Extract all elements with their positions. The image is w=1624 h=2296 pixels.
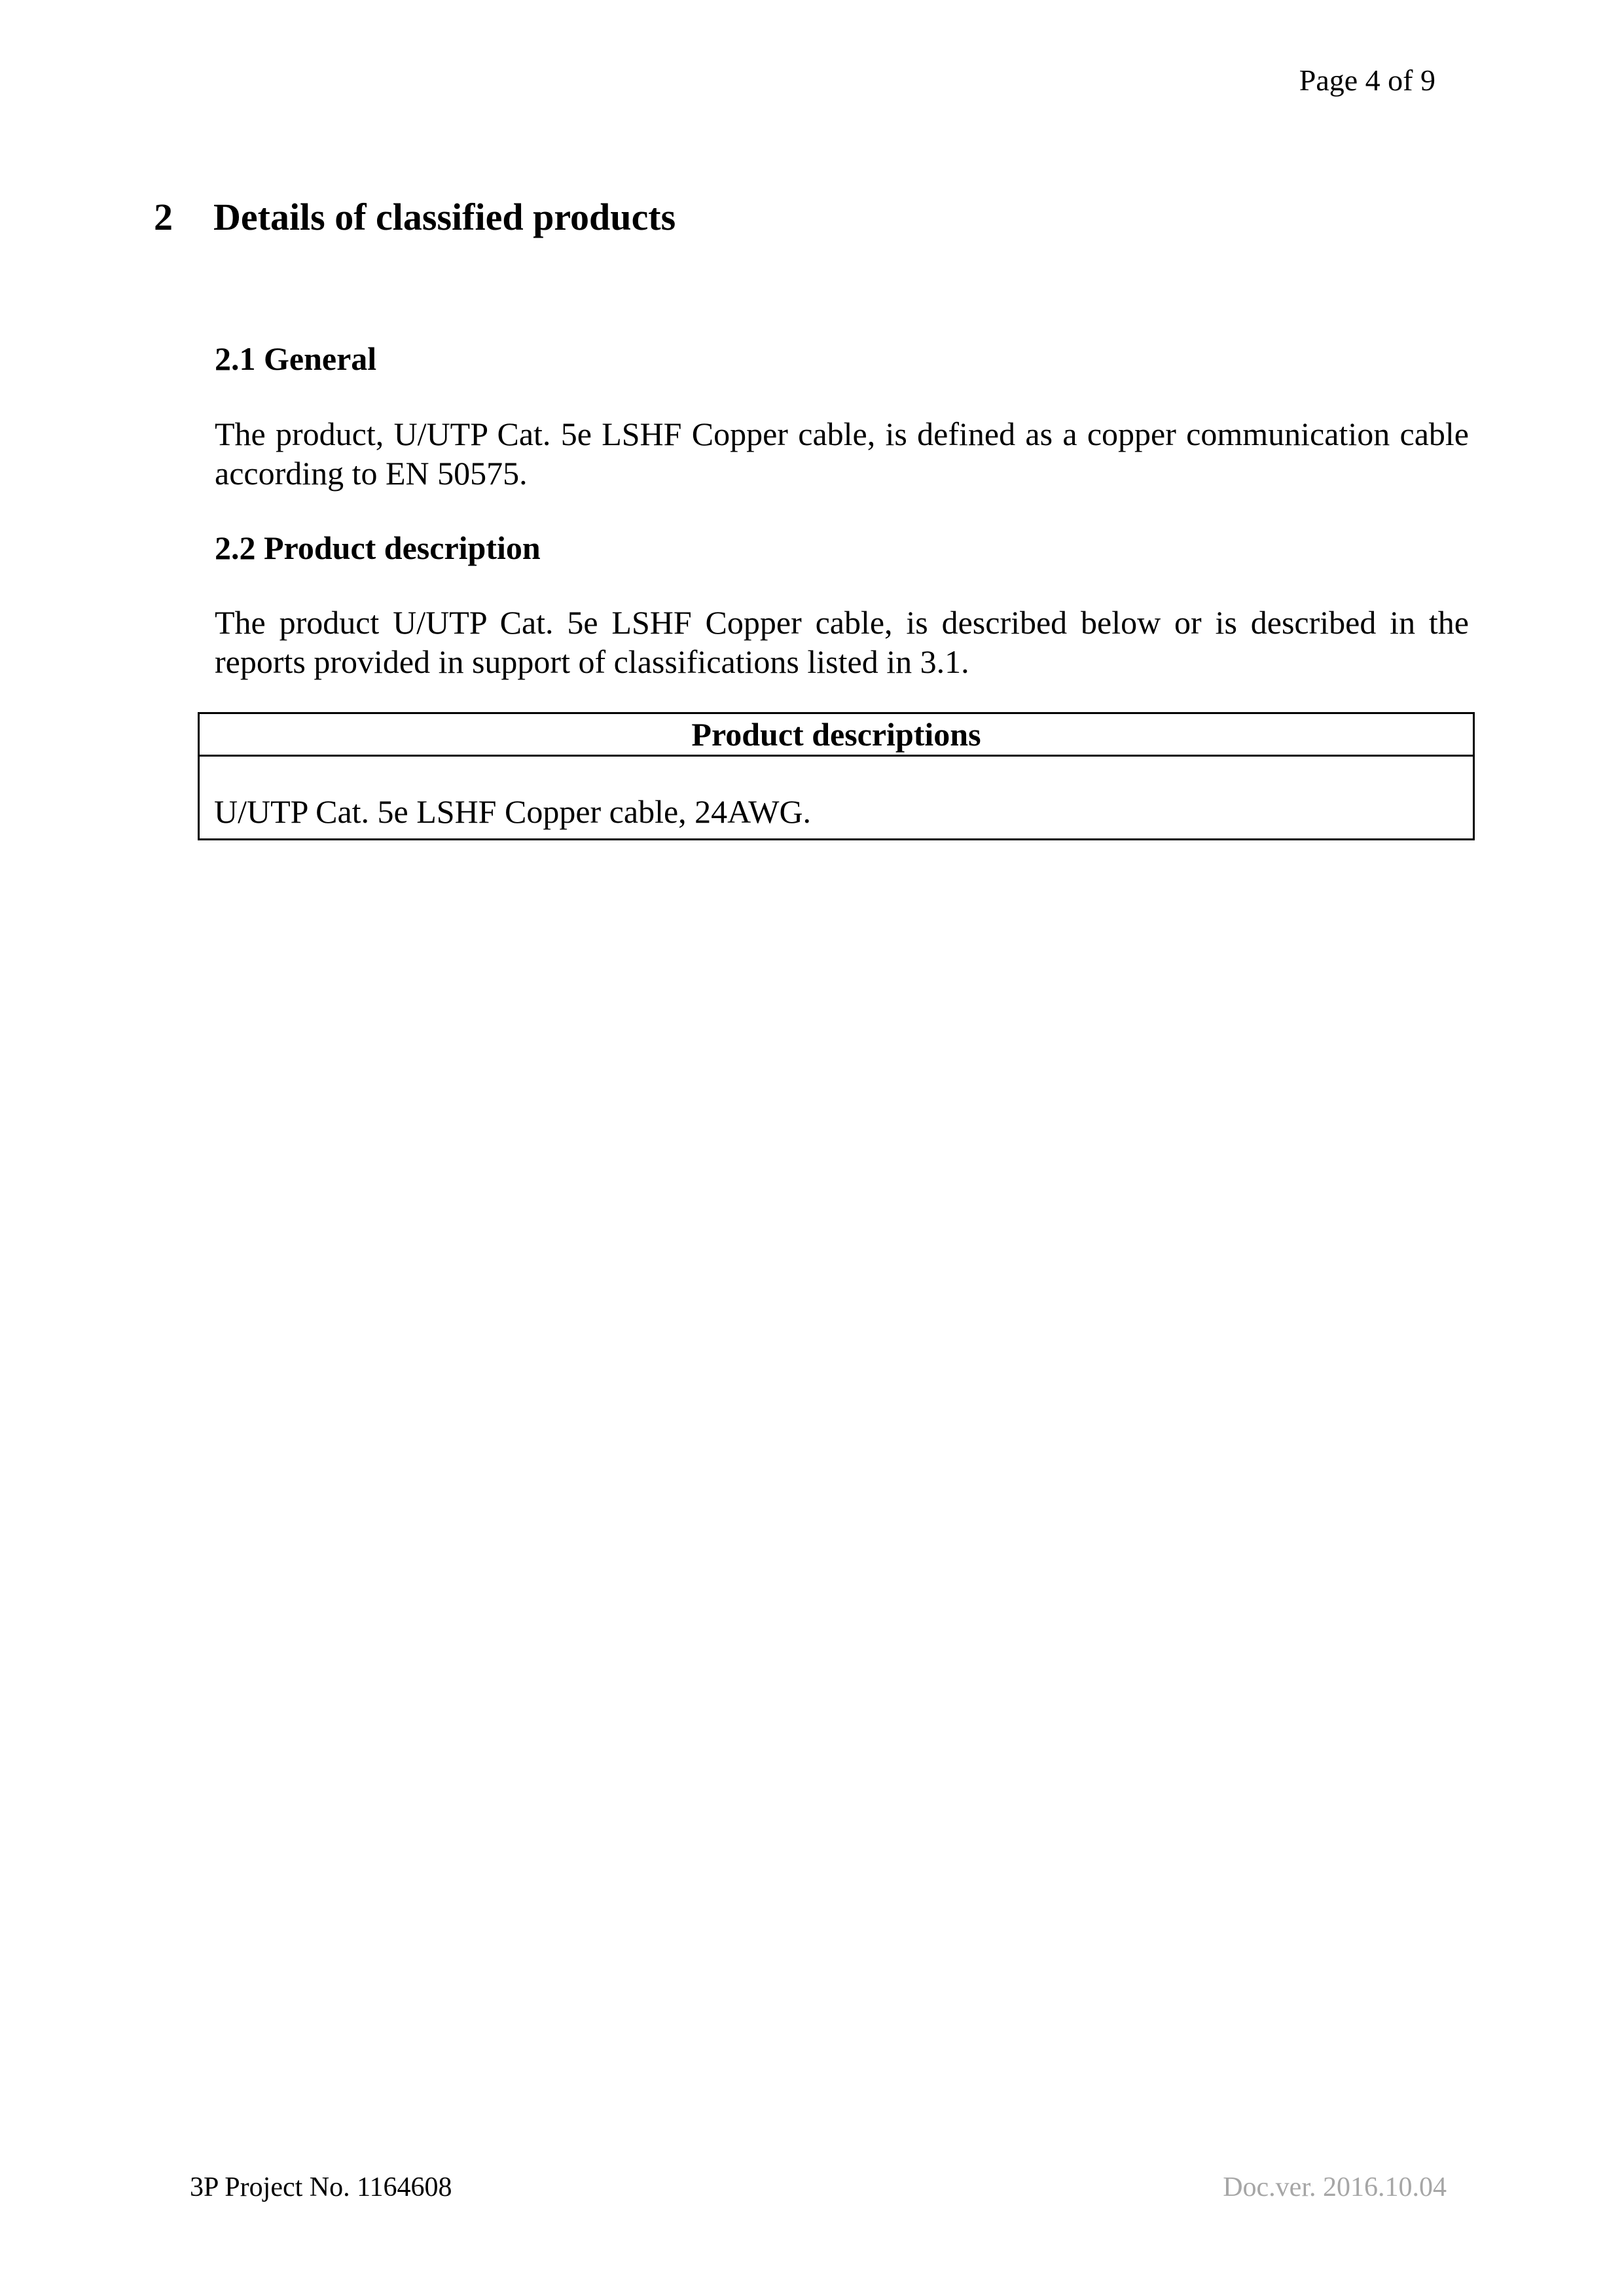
section-heading [154,196,676,238]
table-header-row [199,713,1474,756]
table-body [199,756,1474,840]
paragraph-general: The product, U/UTP Cat. 5e LSHF Copper cable, is defined as a copper communication cable according to EN 50575. [215,416,1469,492]
section-number: 2 [154,196,173,238]
paragraph-product-description: The product U/UTP Cat. 5e LSHF Copper cable, is described below or is described in the reports provided in support of classifications listed in 3.1. [215,604,1469,680]
table-head [199,713,1474,756]
footer-doc-version: Doc.ver. 2016.10.04 [1223,2172,1447,2202]
footer-project-number: 3P Project No. 1164608 [190,2172,452,2202]
subsection-heading-product-description: 2.2 Product description [215,529,541,566]
table-header-cell: Product descriptions [199,713,1474,756]
section-title: Details of classified products [213,196,676,238]
table-cell-product: U/UTP Cat. 5e LSHF Copper cable, 24AWG. [199,756,1474,840]
page-number: Page 4 of 9 [1299,63,1435,97]
product-descriptions-table [198,712,1475,840]
subsection-heading-general: 2.1 General [215,340,377,377]
table-row [199,756,1474,840]
